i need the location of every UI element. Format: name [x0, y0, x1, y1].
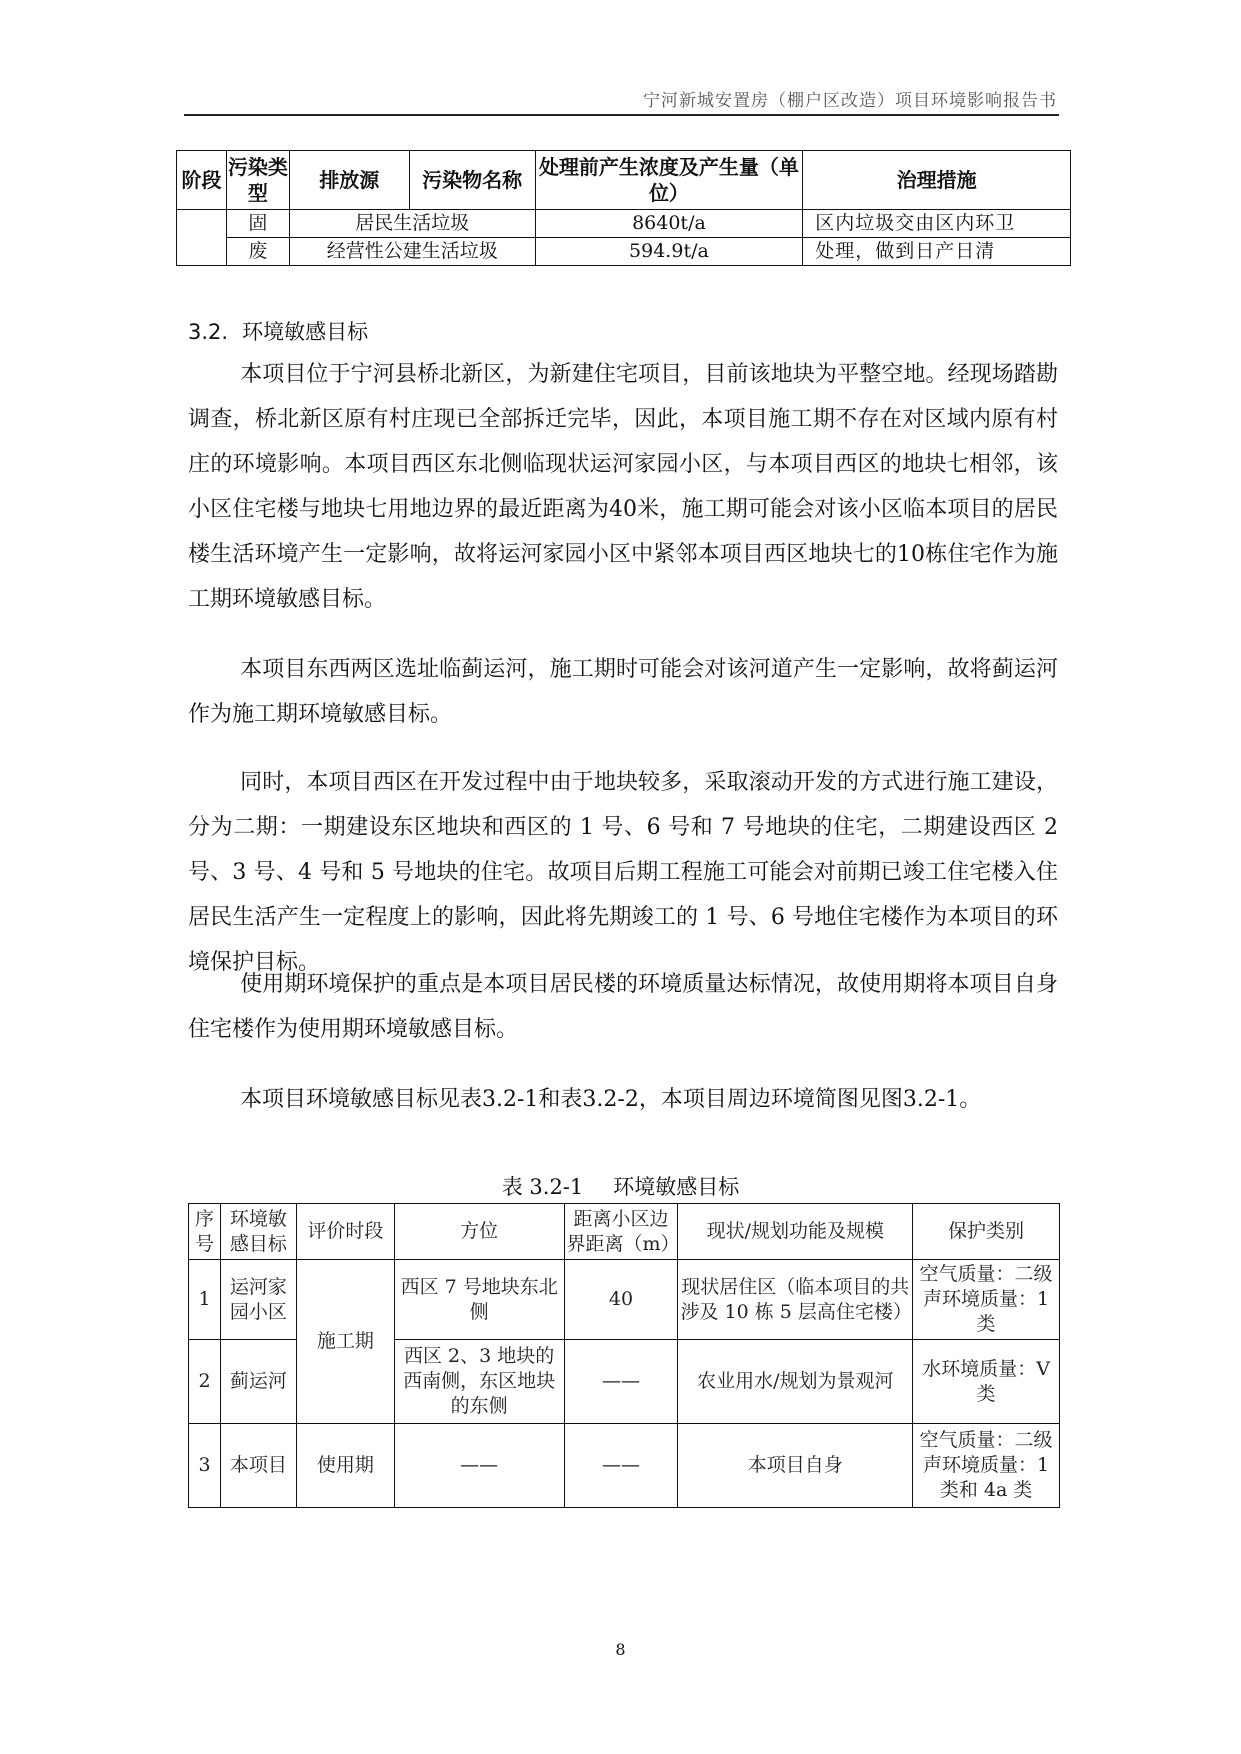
measure-cell: 处理，做到日产日清 [803, 238, 1071, 266]
header-stage: 阶段 [177, 151, 227, 210]
pollution-type-cell: 固 [226, 210, 289, 238]
header-no: 序号 [189, 1204, 221, 1260]
header-amount: 处理前产生浓度及产生量（单位） [535, 151, 803, 210]
row-no: 3 [189, 1424, 221, 1508]
row-period: 使用期 [296, 1424, 394, 1508]
table-row [189, 1424, 1060, 1508]
row-target: 本项目 [220, 1424, 296, 1508]
row-target: 蓟运河 [220, 1340, 296, 1424]
running-header: 宁河新城安置房（棚户区改造）项目环境影响报告书 [643, 91, 1057, 111]
pollution-table [176, 150, 1071, 266]
header-source: 排放源 [289, 151, 409, 210]
header-measures: 治理措施 [803, 151, 1071, 210]
table-row [177, 210, 1071, 238]
amount-cell: 594.9t/a [535, 238, 803, 266]
row-distance: —— [564, 1424, 678, 1508]
row-distance: 40 [564, 1260, 678, 1340]
caption-number: 表 3.2-1 [501, 1175, 584, 1199]
row-function: 本项目自身 [678, 1424, 913, 1508]
sensitive-targets-table [188, 1203, 1060, 1508]
row-direction: —— [394, 1424, 564, 1508]
source-cell: 居民生活垃圾 [289, 210, 535, 238]
paragraph: 本项目环境敏感目标见表3.2-1和表3.2-2，本项目周边环境简图见图3.2-1。 [240, 1087, 982, 1112]
row-no: 1 [189, 1260, 221, 1340]
table-row [189, 1260, 1060, 1340]
paragraph: 同时，本项目西区在开发过程中由于地块较多，采取滚动开发的方式进行施工建设，分为二期：一期建设东区地块和西区的 1 号、6 号和 7 号地块的住宅，二期建设西区 2 号、3 号、4 号和 5 号地块的住宅。故项目后期工程施工可能会对前期已竣工住宅楼入住居民生活产生一定程度上的影响，因此将先期竣工的 1 号、6 号地住宅楼作为本项目的环境保护目标。 [188, 770, 1058, 975]
header-distance: 距离小区边界距离（m） [564, 1204, 678, 1260]
sensitive-table-header [189, 1204, 1060, 1260]
row-protection: 空气质量：二级 声环境质量：1 类 [913, 1260, 1060, 1340]
row-function: 现状居住区（临本项目的共涉及 10 栋 5 层高住宅楼） [678, 1260, 913, 1340]
row-protection: 水环境质量：V 类 [913, 1340, 1060, 1424]
row-target: 运河家园小区 [220, 1260, 296, 1340]
row-protection: 空气质量：二级 声环境质量：1 类和 4a 类 [913, 1424, 1060, 1508]
header-period: 评价时段 [296, 1204, 394, 1260]
paragraph: 使用期环境保护的重点是本项目居民楼的环境质量达标情况，故使用期将本项目自身住宅楼作为使用期环境敏感目标。 [188, 972, 1058, 1042]
header-rule [184, 114, 1059, 116]
measure-cell: 区内垃圾交由区内环卫 [803, 210, 1071, 238]
paragraph: 本项目位于宁河县桥北新区，为新建住宅项目，目前该地块为平整空地。经现场踏勘调查，桥北新区原有村庄现已全部拆迁完毕，因此，本项目施工期不存在对区域内原有村庄的环境影响。本项目西区东北侧临现状运河家园小区，与本项目西区的地块七相邻，该小区住宅楼与地块七用地边界的最近距离为40米，施工期可能会对该小区临本项目的居民楼生活环境产生一定影响，故将运河家园小区中紧邻本项目西区地块七的10栋住宅作为施工期环境敏感目标。 [188, 362, 1058, 612]
stage-cell [177, 210, 227, 266]
header-pollutant: 污染物名称 [409, 151, 535, 210]
header-direction: 方位 [394, 1204, 564, 1260]
section-number: 3.2. [188, 320, 229, 344]
row-period: 施工期 [296, 1260, 394, 1424]
row-direction: 西区 7 号地块东北侧 [394, 1260, 564, 1340]
table-caption [0, 1171, 1241, 1201]
header-pollution-type: 污染类型 [226, 151, 289, 210]
row-distance: —— [564, 1340, 678, 1424]
header-protection: 保护类别 [913, 1204, 1060, 1260]
table-row [177, 238, 1071, 266]
section-title: 环境敏感目标 [242, 320, 369, 344]
section-heading [188, 316, 382, 346]
page-number: 8 [615, 1640, 626, 1659]
row-no: 2 [189, 1340, 221, 1424]
caption-title: 环境敏感目标 [613, 1175, 740, 1199]
source-cell: 经营性公建生活垃圾 [289, 238, 535, 266]
pollution-type-cell: 废 [226, 238, 289, 266]
row-function: 农业用水/规划为景观河 [678, 1340, 913, 1424]
amount-cell: 8640t/a [535, 210, 803, 238]
pollution-table-header [177, 151, 1071, 210]
row-direction: 西区 2、3 地块的西南侧，东区地块的东侧 [394, 1340, 564, 1424]
paragraph: 本项目东西两区选址临蓟运河，施工期时可能会对该河道产生一定影响，故将蓟运河作为施工期环境敏感目标。 [188, 657, 1058, 727]
header-target: 环境敏感目标 [220, 1204, 296, 1260]
header-function: 现状/规划功能及规模 [678, 1204, 913, 1260]
